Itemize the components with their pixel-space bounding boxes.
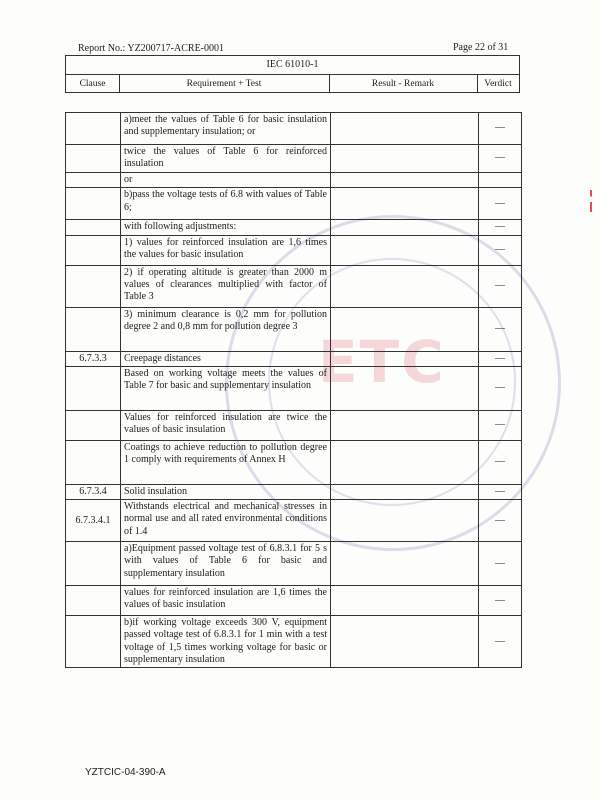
- result-cell: [331, 366, 479, 410]
- requirement-cell: Coatings to achieve reduction to pollution degree 1 comply with requirements of Annex H: [121, 440, 331, 484]
- verdict-cell: —: [479, 616, 522, 668]
- verdict-cell: —: [479, 113, 522, 145]
- table-row: [66, 586, 522, 616]
- requirement-cell: twice the values of Table 6 for reinforced insulation: [121, 145, 331, 173]
- clause-cell: [66, 440, 121, 484]
- table-row: [66, 145, 522, 173]
- clause-cell: 6.7.3.4.1: [66, 500, 121, 542]
- clause-cell: 6.7.3.3: [66, 351, 121, 366]
- requirement-cell: 3) minimum clearance is 0,2 mm for pollution degree 2 and 0,8 mm for pollution degree 3: [121, 307, 331, 351]
- requirement-cell: with following adjustments:: [121, 220, 331, 235]
- stamp-letters: ETC: [318, 328, 446, 396]
- requirement-cell: Withstands electrical and mechanical stresses in normal use and all rated environmental conditions of 1.4: [121, 500, 331, 542]
- column-header-verdict: Verdict: [484, 79, 512, 89]
- verdict-cell: —: [479, 145, 522, 173]
- clause-cell: [66, 366, 121, 410]
- requirement-cell: 1) values for reinforced insulation are 1,6 times the values for basic insulation: [121, 235, 331, 265]
- table-row: [66, 440, 522, 484]
- result-cell: [331, 616, 479, 668]
- clause-cell: [66, 542, 121, 586]
- verdict-cell: —: [479, 265, 522, 307]
- verdict-cell: —: [479, 542, 522, 586]
- clause-cell: [66, 307, 121, 351]
- clause-cell: [66, 586, 121, 616]
- verdict-cell: —: [479, 440, 522, 484]
- footer-form-code: YZTCIC-04-390-A: [85, 767, 166, 778]
- table-row: [66, 542, 522, 586]
- table-row: [66, 366, 522, 410]
- clause-cell: [66, 616, 121, 668]
- table-row: [66, 220, 522, 235]
- clause-cell: [66, 145, 121, 173]
- table-row: [66, 113, 522, 145]
- result-cell: [331, 351, 479, 366]
- verdict-cell: —: [479, 500, 522, 542]
- clause-cell: [66, 265, 121, 307]
- result-cell: [331, 235, 479, 265]
- result-cell: [331, 410, 479, 440]
- table-row: [66, 410, 522, 440]
- result-cell: [331, 188, 479, 220]
- verdict-cell: —: [479, 366, 522, 410]
- column-header-requirement: Requirement + Test: [186, 79, 262, 89]
- table-row: [66, 307, 522, 351]
- verdict-cell: —: [479, 235, 522, 265]
- table-row: [66, 616, 522, 668]
- table-row: [66, 500, 522, 542]
- table-row: [66, 235, 522, 265]
- result-cell: [331, 440, 479, 484]
- clause-cell: [66, 235, 121, 265]
- table-header: [65, 55, 520, 93]
- report-number: Report No.: YZ200717-ACRE-0001: [78, 43, 225, 54]
- standard-title: IEC 61010-1: [66, 56, 519, 75]
- result-cell: [331, 265, 479, 307]
- verdict-cell: [479, 173, 522, 188]
- clause-cell: 6.7.3.4: [66, 484, 121, 499]
- verdict-cell: —: [479, 586, 522, 616]
- clause-cell: [66, 113, 121, 145]
- requirement-cell: Solid insulation: [121, 484, 331, 499]
- table-row: [66, 173, 522, 188]
- verdict-cell: —: [479, 188, 522, 220]
- requirement-cell: b)pass the voltage tests of 6.8 with values of Table 6;: [121, 188, 331, 220]
- result-cell: [331, 307, 479, 351]
- requirement-cell: a)meet the values of Table 6 for basic insulation and supplementary insulation; or: [121, 113, 331, 145]
- requirement-cell: or: [121, 173, 331, 188]
- requirement-cell: Creepage distances: [121, 351, 331, 366]
- result-cell: [331, 145, 479, 173]
- table-row: [66, 351, 522, 366]
- clause-cell: [66, 173, 121, 188]
- verdict-cell: —: [479, 351, 522, 366]
- column-header-clause: Clause: [79, 79, 106, 89]
- verdict-cell: —: [479, 220, 522, 235]
- result-cell: [331, 542, 479, 586]
- result-cell: [331, 500, 479, 542]
- column-header-result: Result - Remark: [371, 79, 435, 89]
- table-row: [66, 265, 522, 307]
- result-cell: [331, 586, 479, 616]
- clause-cell: [66, 410, 121, 440]
- margin-mark: [590, 190, 592, 212]
- requirement-cell: 2) if operating altitude is greater than 2000 m values of clearances multiplied with factor of Table 3: [121, 265, 331, 307]
- result-cell: [331, 113, 479, 145]
- result-cell: [331, 173, 479, 188]
- requirement-cell: b)if working voltage exceeds 300 V, equipment passed voltage test of 6.8.3.1 for 1 min with a test voltage of 1,5 times working voltage for basic or supplementary insulation: [121, 616, 331, 668]
- requirement-cell: Values for reinforced insulation are twice the values of basic insulation: [121, 410, 331, 440]
- result-cell: [331, 484, 479, 499]
- verdict-cell: —: [479, 307, 522, 351]
- page-number: Page 22 of 31: [453, 42, 509, 53]
- requirements-table: [65, 112, 522, 668]
- verdict-cell: —: [479, 484, 522, 499]
- requirement-cell: Based on working voltage meets the values of Table 7 for basic and supplementary insulation: [121, 366, 331, 410]
- table-row: [66, 484, 522, 499]
- clause-cell: [66, 220, 121, 235]
- requirement-cell: a)Equipment passed voltage test of 6.8.3.1 for 5 s with values of Table 6 for basic and supplementary insulation: [121, 542, 331, 586]
- clause-cell: [66, 188, 121, 220]
- requirement-cell: values for reinforced insulation are 1,6 times the values of basic insulation: [121, 586, 331, 616]
- verdict-cell: —: [479, 410, 522, 440]
- result-cell: [331, 220, 479, 235]
- table-row: [66, 188, 522, 220]
